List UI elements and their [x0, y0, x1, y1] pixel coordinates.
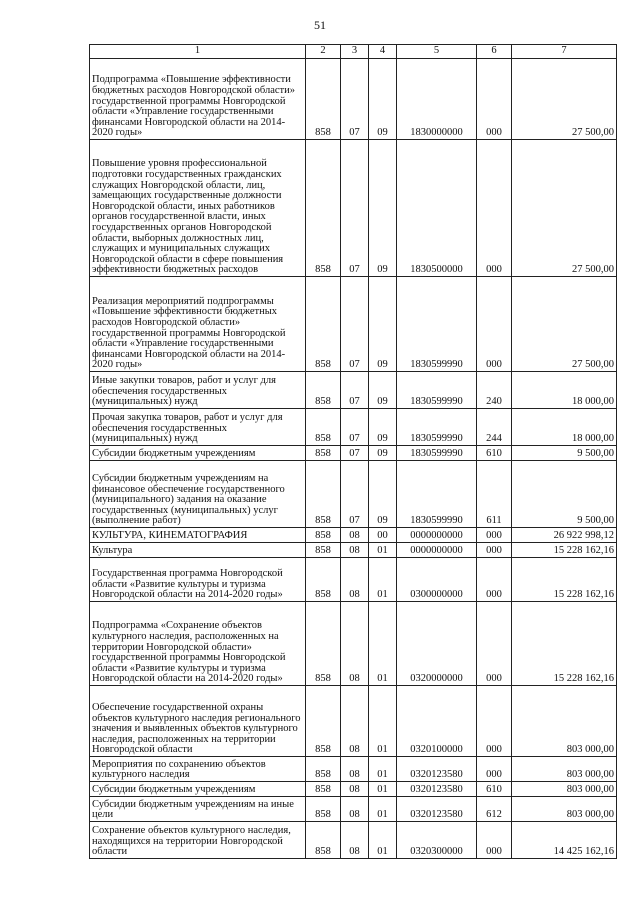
target-article-code: 0320100000	[397, 686, 477, 757]
section-code: 07	[341, 446, 369, 461]
section-code: 08	[341, 528, 369, 543]
amount: 15 228 162,16	[512, 558, 617, 602]
grbs-code: 858	[306, 757, 341, 782]
grbs-code: 858	[306, 409, 341, 446]
amount: 27 500,00	[512, 59, 617, 140]
section-code: 07	[341, 140, 369, 277]
grbs-code: 858	[306, 602, 341, 686]
subsection-code: 01	[369, 757, 397, 782]
grbs-code: 858	[306, 277, 341, 372]
target-article-code: 0320000000	[397, 602, 477, 686]
header-cell: 7	[512, 45, 617, 59]
target-article-code: 1830599990	[397, 277, 477, 372]
section-code: 08	[341, 602, 369, 686]
subsection-code: 09	[369, 140, 397, 277]
expense-type-code: 000	[477, 558, 512, 602]
grbs-code: 858	[306, 528, 341, 543]
expense-type-code: 610	[477, 446, 512, 461]
header-cell: 5	[397, 45, 477, 59]
amount: 9 500,00	[512, 446, 617, 461]
table-body	[90, 45, 617, 859]
amount: 14 425 162,16	[512, 822, 617, 859]
row-description: Повышение уровня профессиональной подготовки государственных гражданских служащих Новгородской области, лиц, замещающих государственные должности Новгородской области, иных работников органов государственной власти, иных государственных органов Новгородской области, выборных должностных лиц, служащих и муниципальных служащих Новгородской области в сфере повышения эффективности бюджетных расходов	[90, 140, 306, 277]
target-article-code: 1830500000	[397, 140, 477, 277]
row-description: Реализация мероприятий подпрограммы «Повышение эффективности бюджетных расходов Новгородской области» государственной программы Новгородской области «Управление государственными финансами Новгородской области на 2014-2020 годы»	[90, 277, 306, 372]
table-row	[90, 446, 617, 461]
subsection-code: 09	[369, 409, 397, 446]
header-cell: 1	[90, 45, 306, 59]
section-code: 08	[341, 558, 369, 602]
amount: 803 000,00	[512, 757, 617, 782]
subsection-code: 09	[369, 59, 397, 140]
subsection-code: 01	[369, 543, 397, 558]
table-row	[90, 59, 617, 140]
subsection-code: 01	[369, 602, 397, 686]
target-article-code: 0320300000	[397, 822, 477, 859]
expense-type-code: 610	[477, 782, 512, 797]
section-code: 08	[341, 822, 369, 859]
row-description: Сохранение объектов культурного наследия, находящихся на территории Новгородской области	[90, 822, 306, 859]
row-description: Субсидии бюджетным учреждениям на иные цели	[90, 797, 306, 822]
subsection-code: 01	[369, 797, 397, 822]
section-code: 08	[341, 543, 369, 558]
target-article-code: 1830599990	[397, 409, 477, 446]
expense-type-code: 000	[477, 528, 512, 543]
expense-type-code: 000	[477, 140, 512, 277]
row-description: Подпрограмма «Сохранение объектов культурного наследия, расположенных на территории Новгородской области» государственной программы Новгородской области «Развитие культуры и туризма Новгородской области на 2014-2020 годы»	[90, 602, 306, 686]
amount: 27 500,00	[512, 140, 617, 277]
amount: 15 228 162,16	[512, 543, 617, 558]
row-description: Иные закупки товаров, работ и услуг для обеспечения государственных (муниципальных) нужд	[90, 372, 306, 409]
grbs-code: 858	[306, 461, 341, 528]
table-row	[90, 686, 617, 757]
target-article-code: 1830599990	[397, 372, 477, 409]
target-article-code: 0320123580	[397, 797, 477, 822]
header-cell: 3	[341, 45, 369, 59]
grbs-code: 858	[306, 558, 341, 602]
grbs-code: 858	[306, 59, 341, 140]
target-article-code: 0300000000	[397, 558, 477, 602]
grbs-code: 858	[306, 140, 341, 277]
section-code: 07	[341, 409, 369, 446]
subsection-code: 09	[369, 372, 397, 409]
grbs-code: 858	[306, 782, 341, 797]
expense-type-code: 244	[477, 409, 512, 446]
target-article-code: 0000000000	[397, 528, 477, 543]
header-cell: 6	[477, 45, 512, 59]
target-article-code: 0320123580	[397, 757, 477, 782]
table-row	[90, 528, 617, 543]
row-description: КУЛЬТУРА, КИНЕМАТОГРАФИЯ	[90, 528, 306, 543]
expense-type-code: 611	[477, 461, 512, 528]
table-row	[90, 543, 617, 558]
amount: 803 000,00	[512, 797, 617, 822]
row-description: Мероприятия по сохранению объектов культурного наследия	[90, 757, 306, 782]
row-description: Государственная программа Новгородской области «Развитие культуры и туризма Новгородской области на 2014-2020 годы»	[90, 558, 306, 602]
expense-type-code: 000	[477, 686, 512, 757]
subsection-code: 00	[369, 528, 397, 543]
row-description: Субсидии бюджетным учреждениям	[90, 446, 306, 461]
section-code: 07	[341, 277, 369, 372]
expense-type-code: 612	[477, 797, 512, 822]
target-article-code: 1830599990	[397, 446, 477, 461]
section-code: 08	[341, 782, 369, 797]
grbs-code: 858	[306, 797, 341, 822]
target-article-code: 0000000000	[397, 543, 477, 558]
subsection-code: 09	[369, 461, 397, 528]
table-row	[90, 782, 617, 797]
budget-table	[89, 44, 617, 859]
table-row	[90, 277, 617, 372]
section-code: 08	[341, 797, 369, 822]
header-cell: 2	[306, 45, 341, 59]
grbs-code: 858	[306, 822, 341, 859]
grbs-code: 858	[306, 372, 341, 409]
table-row	[90, 409, 617, 446]
target-article-code: 1830599990	[397, 461, 477, 528]
table-header-row	[90, 45, 617, 59]
subsection-code: 01	[369, 558, 397, 602]
grbs-code: 858	[306, 686, 341, 757]
section-code: 08	[341, 686, 369, 757]
table-row	[90, 558, 617, 602]
expense-type-code: 000	[477, 277, 512, 372]
target-article-code: 0320123580	[397, 782, 477, 797]
amount: 15 228 162,16	[512, 602, 617, 686]
subsection-code: 01	[369, 686, 397, 757]
amount: 18 000,00	[512, 372, 617, 409]
row-description: Субсидии бюджетным учреждениям	[90, 782, 306, 797]
amount: 18 000,00	[512, 409, 617, 446]
section-code: 07	[341, 461, 369, 528]
grbs-code: 858	[306, 446, 341, 461]
table-row	[90, 797, 617, 822]
table-row	[90, 372, 617, 409]
table-row	[90, 822, 617, 859]
amount: 803 000,00	[512, 686, 617, 757]
amount: 26 922 998,12	[512, 528, 617, 543]
amount: 27 500,00	[512, 277, 617, 372]
header-cell: 4	[369, 45, 397, 59]
expense-type-code: 000	[477, 822, 512, 859]
expense-type-code: 000	[477, 59, 512, 140]
target-article-code: 1830000000	[397, 59, 477, 140]
section-code: 07	[341, 372, 369, 409]
subsection-code: 01	[369, 782, 397, 797]
expense-type-code: 000	[477, 543, 512, 558]
table-row	[90, 757, 617, 782]
expense-type-code: 000	[477, 757, 512, 782]
table-row	[90, 602, 617, 686]
row-description: Субсидии бюджетным учреждениям на финансовое обеспечение государственного (муниципального) задания на оказание государственных (муниципальных) услуг (выполнение работ)	[90, 461, 306, 528]
section-code: 07	[341, 59, 369, 140]
row-description: Обеспечение государственной охраны объектов культурного наследия регионального значения и выявленных объектов культурного наследия, расположенных на территории Новгородской области	[90, 686, 306, 757]
row-description: Прочая закупка товаров, работ и услуг для обеспечения государственных (муниципальных) нужд	[90, 409, 306, 446]
expense-type-code: 240	[477, 372, 512, 409]
table-row	[90, 461, 617, 528]
section-code: 08	[341, 757, 369, 782]
expense-type-code: 000	[477, 602, 512, 686]
table-row	[90, 140, 617, 277]
subsection-code: 09	[369, 446, 397, 461]
amount: 803 000,00	[512, 782, 617, 797]
page-number: 51	[314, 18, 326, 32]
amount: 9 500,00	[512, 461, 617, 528]
row-description: Подпрограмма «Повышение эффективности бюджетных расходов Новгородской области» государственной программы Новгородской области «Управление государственными финансами Новгородской области на 2014-2020 годы»	[90, 59, 306, 140]
grbs-code: 858	[306, 543, 341, 558]
subsection-code: 09	[369, 277, 397, 372]
row-description: Культура	[90, 543, 306, 558]
subsection-code: 01	[369, 822, 397, 859]
